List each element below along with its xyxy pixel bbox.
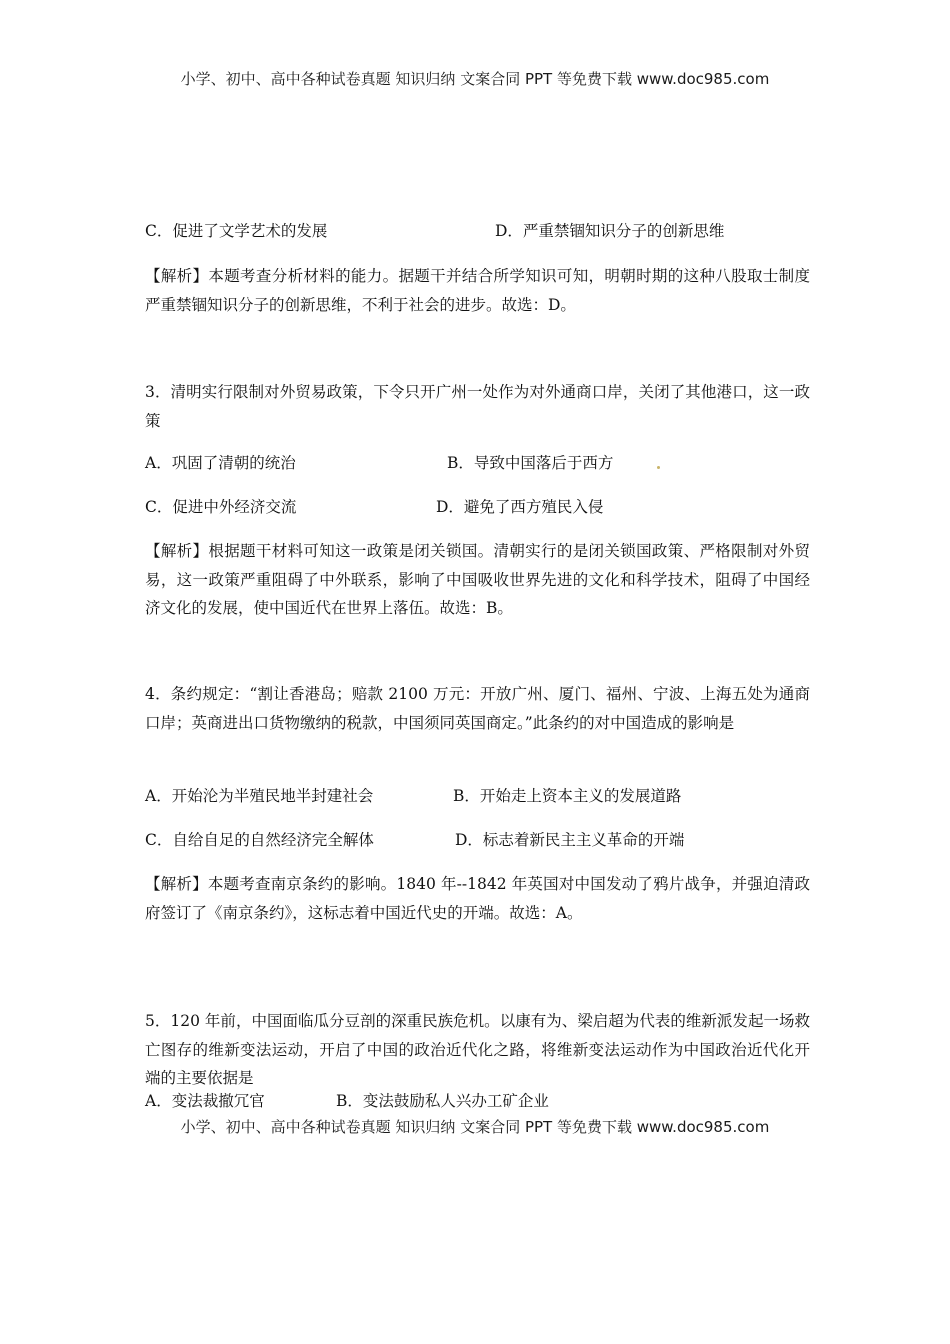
q3-analysis: 【解析】根据题干材料可知这一政策是闭关锁国。清朝实行的是闭关锁国政策、严格限制对外贸易，这一政策严重阻碍了中外联系，影响了中国吸收世界先进的文化和科学技术，阻碍了中国经济文化的发展，使中国近代在世界上落伍。故选：B。	[145, 542, 810, 617]
q3-option-c: C．促进中外经济交流	[145, 498, 297, 516]
q4-option-d: D．标志着新民主主义革命的开端	[455, 831, 685, 849]
q4-analysis: 【解析】本题考查南京条约的影响。1840 年--1842 年英国对中国发动了鸦片战争，并强迫清政府签订了《南京条约》，这标志着中国近代史的开端。故选：A。	[145, 875, 810, 922]
page-header: 小学、初中、高中各种试卷真题 知识归纳 文案合同 PPT 等免费下载 www.doc985.com	[180, 70, 770, 88]
page-footer: 小学、初中、高中各种试卷真题 知识归纳 文案合同 PPT 等免费下载 www.doc985.com	[180, 1118, 770, 1136]
q5-stem: 5．120 年前，中国面临瓜分豆剖的深重民族危机。以康有为、梁启超为代表的维新派发起一场救亡图存的维新变法运动，开启了中国的政治近代化之路，将维新变法运动作为中国政治近代化开端的主要依据是	[145, 1012, 810, 1087]
q3-option-b: B．导致中国落后于西方	[447, 454, 614, 472]
stray-dot	[657, 466, 660, 469]
q2-analysis: 【解析】本题考查分析材料的能力。据题干并结合所学知识可知，明朝时期的这种八股取士制度严重禁锢知识分子的创新思维，不利于社会的进步。故选：D。	[145, 267, 810, 314]
q3-option-d: D．避免了西方殖民入侵	[436, 498, 604, 516]
q2-option-c: C．促进了文学艺术的发展	[145, 222, 328, 240]
q2-option-d: D．严重禁锢知识分子的创新思维	[495, 222, 725, 240]
q4-option-c: C．自给自足的自然经济完全解体	[145, 831, 374, 849]
q3-stem: 3．清明实行限制对外贸易政策，下令只开广州一处作为对外通商口岸，关闭了其他港口，这一政策	[145, 383, 810, 430]
q5-option-b: B．变法鼓励私人兴办工矿企业	[336, 1092, 549, 1110]
q5-option-a: A．变法裁撤冗官	[145, 1092, 265, 1110]
q4-stem: 4．条约规定：“割让香港岛；赔款 2100 万元：开放广州、厦门、福州、宁波、上海五处为通商口岸；英商进出口货物缴纳的税款，中国须同英国商定。”此条约的对中国造成的影响是	[145, 685, 810, 732]
q3-option-a: A．巩固了清朝的统治	[145, 454, 296, 472]
q4-option-a: A．开始沦为半殖民地半封建社会	[145, 787, 374, 805]
q4-option-b: B．开始走上资本主义的发展道路	[453, 787, 682, 805]
